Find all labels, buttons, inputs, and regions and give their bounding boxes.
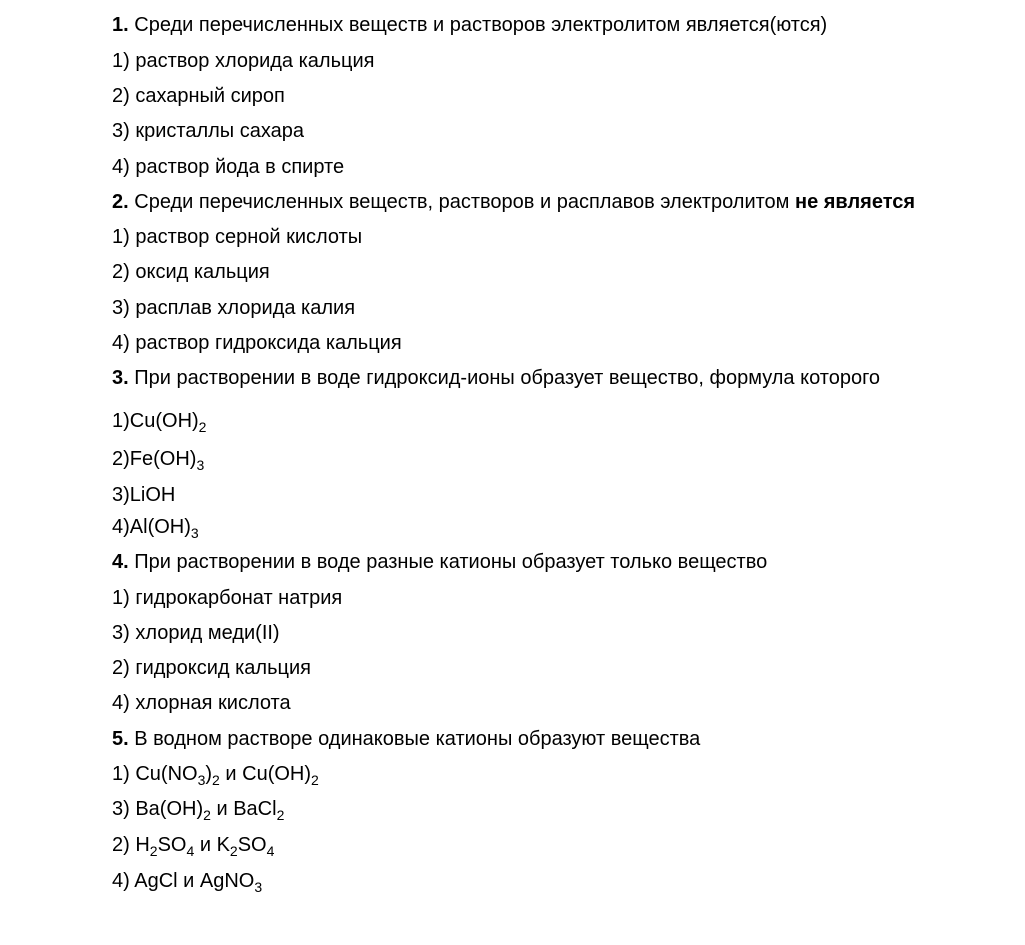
question-2-option: 1) раствор серной кислоты	[112, 226, 363, 248]
question-1-option: 1) раствор хлорида кальция	[112, 50, 375, 72]
question-3-option: $1)Cu(OH)_2$	[112, 410, 207, 435]
question-4-option: 3) хлорид меди(II)	[112, 622, 280, 644]
question-2-heading	[112, 190, 915, 214]
question-number: 1.	[112, 14, 129, 36]
question-text: В водном растворе одинаковые катионы образуют вещества	[134, 728, 701, 750]
question-4-option: 1) гидрокарбонат натрия	[112, 587, 343, 609]
question-3-heading	[112, 366, 880, 390]
question-5-option: 3) $Ba(OH)_2$ и BaCl$_2$	[112, 798, 285, 823]
question-3-option: $2)Fe(OH)_3$	[112, 448, 205, 473]
question-number: 2.	[112, 191, 129, 213]
question-5-option: 4) AgCl и AgNO$_3$	[112, 870, 263, 895]
question-4-heading	[112, 550, 767, 574]
question-1-heading	[112, 13, 827, 37]
question-2-option: 4) раствор гидроксида кальция	[112, 332, 402, 354]
question-text: При растворении в воде гидроксид-ионы образует вещество, формула которого	[134, 367, 881, 389]
question-4-option: 4) хлорная кислота	[112, 692, 291, 714]
question-5-option: 2) $H_2SO_4$ и $K_2SO_4$	[112, 834, 275, 859]
question-emphasis: не является	[795, 191, 916, 213]
question-1-option: 3) кристаллы сахара	[112, 120, 304, 142]
question-1-option: 4) раствор йода в спирте	[112, 156, 345, 178]
question-number: 3.	[112, 367, 129, 389]
question-3-option: 3)LiOH	[112, 484, 176, 506]
question-number: 4.	[112, 551, 129, 573]
question-2-option: 2) оксид кальция	[112, 261, 270, 283]
question-2-option: 3) расплав хлорида калия	[112, 297, 356, 319]
question-5-heading	[112, 727, 700, 751]
question-4-option: 2) гидроксид кальция	[112, 657, 311, 679]
question-text: Среди перечисленных веществ, растворов и расплавов электролитом	[134, 191, 790, 213]
question-1-option: 2) сахарный сироп	[112, 85, 285, 107]
question-text: При растворении в воде разные катионы образует только вещество	[134, 551, 768, 573]
question-number: 5.	[112, 728, 129, 750]
question-5-option: 1) $Cu(NO_3)_2$ и $Cu(OH)_2$	[112, 763, 319, 788]
question-3-option: $4)Al(OH)_3$	[112, 516, 199, 541]
question-text: Среди перечисленных веществ и растворов электролитом является(ются)	[134, 14, 828, 36]
